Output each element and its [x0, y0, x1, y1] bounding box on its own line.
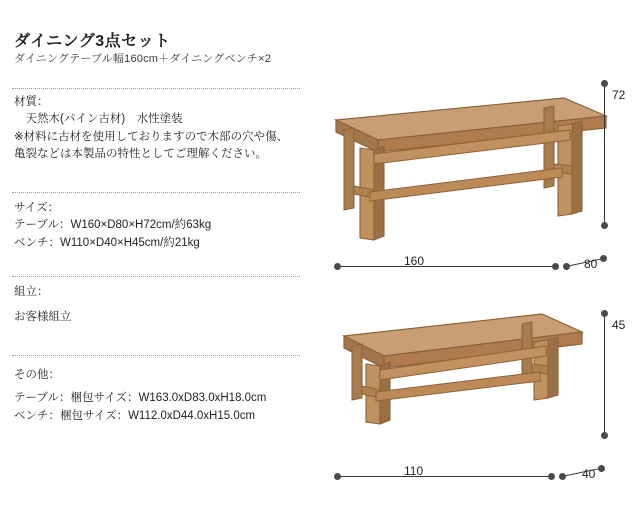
table-height-dot-top: [601, 80, 608, 87]
bench-height-dot-bottom: [601, 432, 608, 439]
table-height-dot-bottom: [601, 222, 608, 229]
material-line-2: ※材料に古材を使用しておりますので木部の穴や傷、: [14, 130, 289, 143]
table-width-dot-left: [334, 263, 341, 270]
page-title: ダイニング3点セット: [14, 33, 171, 50]
bench-height-dot-top: [601, 310, 608, 317]
bench-depth-dot-near: [559, 473, 566, 480]
table-svg: [312, 80, 628, 280]
other-line-0: その他：: [14, 369, 60, 381]
bench-width-dot-right: [548, 473, 555, 480]
table-leg-front-right-side: [572, 121, 582, 214]
table-width-line: [338, 266, 556, 267]
size-line-1: テーブル：W160×D80×H72cm/約63kg: [14, 219, 212, 232]
section-other: [14, 367, 266, 425]
table-depth-dot-near: [563, 263, 570, 270]
table-width-label: 160: [404, 254, 425, 268]
material-line-3: 亀裂などは本製品の特性としてご理解ください。: [14, 147, 267, 160]
bench-width-label: 110: [404, 464, 424, 478]
bench-depth-label: 40: [582, 467, 596, 481]
table-height-line: [604, 84, 605, 226]
section-size: [14, 200, 211, 252]
assembly-line-1: お客様組立: [14, 311, 72, 324]
table-width-dot-right: [552, 263, 559, 270]
size-line-2: ベンチ：W110×D40×H45cm/約21kg: [14, 236, 200, 249]
other-line-2: ベンチ：梱包サイズ：W112.0xD44.0xH15.0cm: [14, 409, 256, 422]
divider-3: [12, 276, 300, 277]
table-depth-label: 80: [584, 257, 598, 271]
table-height-label: 72: [612, 88, 626, 102]
page-subtitle: ダイニングテーブル幅160cm＋ダイニングベンチ×2: [14, 53, 272, 65]
bench-width-line: [338, 476, 552, 477]
bench-height-line: [604, 314, 605, 436]
bench-leg-back-left: [352, 344, 362, 400]
material-line-0: 材質：: [14, 96, 49, 108]
other-line-1: テーブル：梱包サイズ：W163.0xD83.0xH18.0cm: [14, 392, 267, 405]
table-depth-dot-far: [600, 255, 607, 262]
section-material: [14, 94, 288, 163]
bench-height-label: 45: [612, 318, 626, 332]
section-assembly: [14, 284, 72, 327]
bench-width-dot-left: [334, 473, 341, 480]
table-stretcher-center: [370, 168, 562, 201]
assembly-line-0: 組立：: [14, 286, 49, 298]
divider-2: [12, 192, 300, 193]
table-leg-back-left: [344, 128, 354, 210]
bench-svg: [320, 300, 620, 470]
bench-leg-front-right-side: [548, 337, 558, 398]
divider-4: [12, 355, 300, 356]
bench-depth-dot-far: [598, 465, 605, 472]
size-line-0: サイズ：: [14, 202, 60, 214]
dining-table-illustration: [312, 80, 628, 280]
dining-bench-illustration: [320, 300, 620, 470]
material-line-1: 天然木(パイン古材) 水性塗装: [14, 113, 183, 126]
divider-1: [12, 88, 300, 89]
